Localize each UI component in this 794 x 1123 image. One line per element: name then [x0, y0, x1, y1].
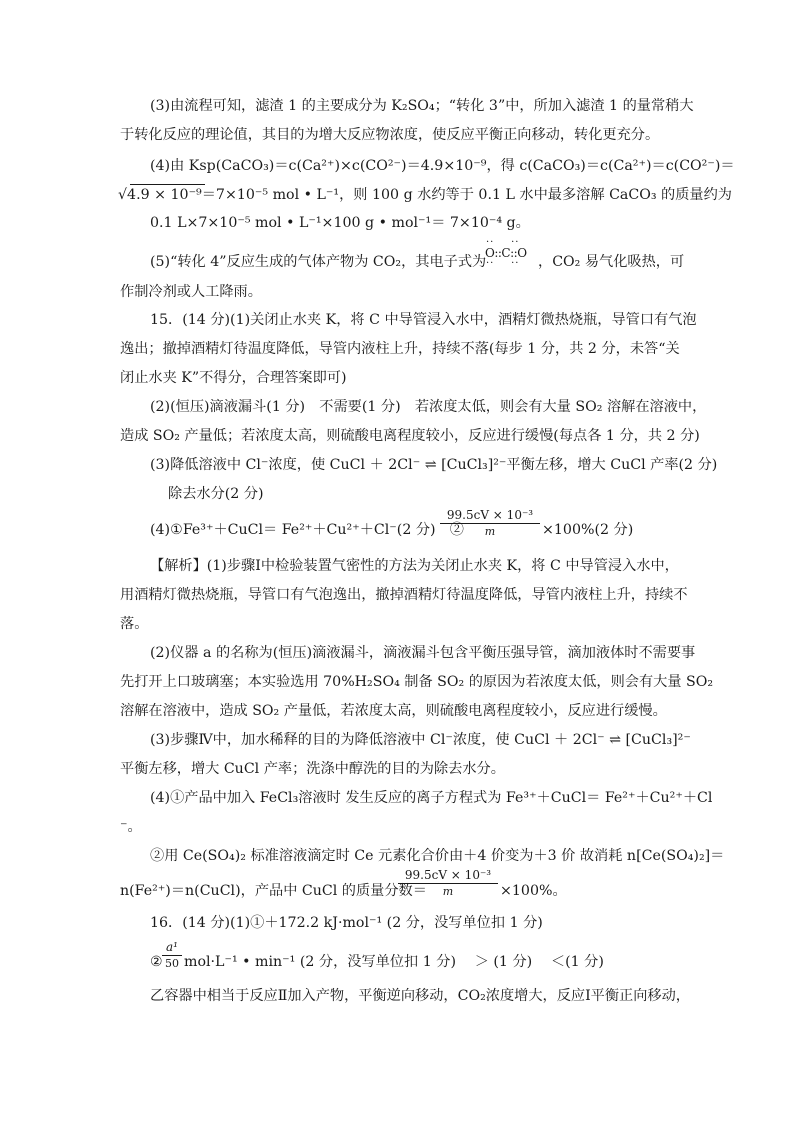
mass-fraction-formula-2 — [398, 868, 498, 899]
text-line: ×100%(2 分) — [542, 522, 634, 538]
text-line: (3)降低溶液中 Cl⁻浓度，使 CuCl ＋ 2Cl⁻ ⇌ [CuCl₃]²⁻平衡左移，增大 CuCl 产率(2 分) — [150, 457, 718, 473]
text-line: 用酒精灯微热烧瓶，导管口有气泡逸出，撤掉酒精灯待温度降低，导管内液柱上升，持续不 — [120, 587, 688, 603]
text-line: 作制冷剂或人工降雨。 — [120, 284, 262, 300]
text-line: 造成 SO₂ 产量低；若浓度太高，则硫酸电离程度较小，反应进行缓慢(每点各 1 分，共 2 分) — [120, 428, 700, 444]
fraction-denominator: m — [484, 525, 496, 538]
text-line: 落。 — [120, 616, 149, 632]
text-line: 先打开上口玻璃塞；本实验选用 70%H₂SO₄ 制备 SO₂ 的原因为若浓度太低，则会有大量 SO₂ — [120, 674, 714, 690]
text-line: (3)由流程可知，滤渣 1 的主要成分为 K₂SO₄；“转化 3”中，所加入滤渣 1 的量常稍大 — [150, 98, 694, 114]
fraction-bar — [162, 955, 182, 956]
text-line: 除去水分(2 分) — [168, 486, 264, 502]
fraction-denominator: m — [442, 885, 454, 898]
text-line: 闭止水夹 K”不得分，合理答案即可) — [120, 370, 347, 386]
fraction-denominator: 50 — [165, 957, 179, 970]
text-line: mol·L⁻¹ • min⁻¹ (2 分，没写单位扣 1 分) ＞ (1 分) ＜(1 分) — [184, 954, 604, 970]
text-line: ×100%。 — [500, 883, 567, 899]
text-line: (4)由 Ksp(CaCO₃)＝c(Ca²⁺)×c(CO²⁻)＝4.9×10⁻⁹，得 c(CaCO₃)＝c(Ca²⁺)＝c(CO²⁻)＝ — [150, 158, 735, 174]
text-line: ②用 Ce(SO₄)₂ 标准溶液滴定时 Ce 元素化合价由＋4 价变为＋3 价 故消耗 n[Ce(SO₄)₂]＝ — [150, 848, 725, 864]
text-line: 乙容器中相当于反应Ⅱ加入产物，平衡逆向移动，CO₂浓度增大，反应Ⅰ平衡正向移动， — [150, 988, 690, 1004]
rate-fraction — [162, 940, 182, 971]
text-line: 平衡左移，增大 CuCl 产率；洗涤中醇洗的目的为除去水分。 — [120, 761, 505, 777]
fraction-numerator: 99.5cV × 10⁻³ — [446, 508, 534, 522]
fraction-numerator: 99.5cV × 10⁻³ — [404, 868, 492, 882]
electron-dots-bottom: ·· ·· — [486, 258, 520, 269]
text-line: (5)“转化 4”反应生成的气体产物为 CO₂，其电子式为 — [150, 254, 487, 270]
text-line: (2)仪器 a 的名称为(恒压)滴液漏斗，滴液漏斗包含平衡压强导管，滴加液体时不需要事 — [150, 645, 696, 661]
text-line: 于转化反应的理论值，其目的为增大反应物浓度，使反应平衡正向移动，转化更充分。 — [120, 127, 660, 143]
text-line: (3)步骤Ⅳ中，加水稀释的目的为降低溶液中 Cl⁻浓度，使 CuCl ＋ 2Cl⁻ ⇌ [CuCl₃]²⁻ — [150, 732, 691, 748]
fraction-bar — [398, 883, 498, 884]
text-line: ② — [150, 954, 163, 970]
electron-dots-top: ·· ·· — [486, 237, 520, 248]
text-line: √4.9 × 10⁻⁹＝7×10⁻⁵ mol • L⁻¹，则 100 g 水约等于 0.1 L 水中最多溶解 CaCO₃ 的质量约为 — [118, 187, 732, 203]
fraction-numerator: a¹ — [166, 940, 178, 954]
fraction-bar — [440, 523, 540, 524]
co2-electron-formula: O::C::O — [485, 246, 527, 260]
text-line: 逸出；撤掉酒精灯待温度降低，导管内液柱上升，持续不落(每步 1 分，共 2 分，未答“关 — [120, 341, 680, 357]
text-line: 15．(14 分)(1)关闭止水夹 K，将 C 中导管浸入水中，酒精灯微热烧瓶，导管口有气泡 — [150, 312, 697, 328]
text-line: (4)①产品中加入 FeCl₃溶液时 发生反应的离子方程式为 Fe³⁺＋CuCl＝ Fe²⁺＋Cu²⁺＋Cl — [150, 790, 713, 806]
text-line: 0.1 L×7×10⁻⁵ mol • L⁻¹×100 g • mol⁻¹＝ 7×10⁻⁴ g。 — [150, 215, 530, 231]
mass-fraction-formula — [440, 508, 540, 539]
analysis-heading-line: 【解析】(1)步骤Ⅰ中检验装置气密性的方法为关闭止水夹 K，将 C 中导管浸入水中， — [150, 558, 679, 574]
text-line: (2)(恒压)滴液漏斗(1 分) 不需要(1 分) 若浓度太低，则会有大量 SO₂ 溶解在溶液中， — [150, 399, 707, 415]
text-line: ⁻。 — [120, 819, 142, 835]
sqrt-overline — [130, 184, 205, 185]
text-line: n(Fe²⁺)＝n(CuCl)，产品中 CuCl 的质量分数＝ — [120, 883, 427, 899]
text-line: 16．(14 分)(1)①＋172.2 kJ·mol⁻¹ (2 分，没写单位扣 1 分) — [150, 915, 543, 931]
text-line: ，CO₂ 易气化吸热，可 — [538, 254, 685, 270]
text-line: (4)①Fe³⁺＋CuCl＝ Fe²⁺＋Cu²⁺＋Cl⁻(2 分) ② — [150, 522, 464, 538]
text-line: 溶解在溶液中，造成 SO₂ 产量低，若浓度太高，则硫酸电离程度较小，反应进行缓慢。 — [120, 703, 667, 719]
